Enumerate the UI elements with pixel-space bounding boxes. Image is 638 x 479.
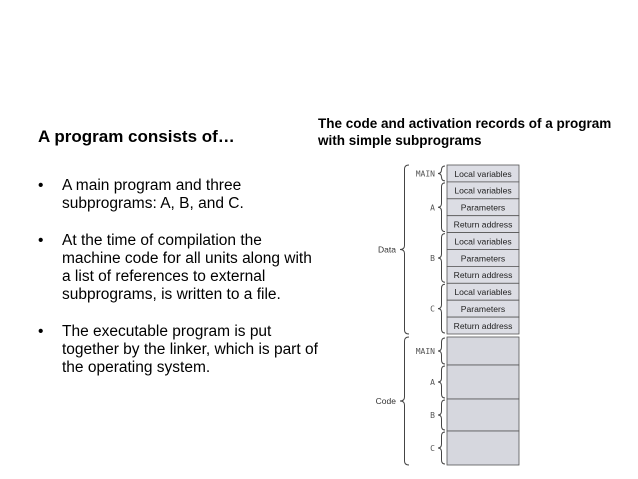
activation-record-cell-label: Local variables	[454, 287, 512, 298]
activation-record-cell-label: Return address	[453, 270, 513, 281]
bullet-text: The executable program is put together by the linker, which is part of the operating system.	[62, 323, 318, 376]
unit-label: A	[430, 378, 435, 387]
code-segment-cell	[447, 365, 519, 399]
unit-label: B	[430, 253, 435, 263]
brace	[438, 400, 445, 430]
activation-record-cell-label: Local variables	[454, 236, 512, 247]
brace	[438, 166, 445, 181]
code-segment-cell	[447, 337, 519, 365]
activation-record-cell-label: Local variables	[454, 185, 512, 196]
brace	[438, 338, 445, 364]
activation-record-cell-label: Parameters	[460, 253, 506, 264]
brace	[400, 337, 409, 465]
bullet-glyph: •	[38, 177, 44, 194]
brace	[438, 432, 445, 464]
unit-label: C	[430, 444, 435, 453]
bullet-glyph: •	[38, 323, 44, 340]
brace	[400, 165, 409, 334]
brace	[438, 234, 445, 283]
code-group-label: Code	[375, 396, 396, 406]
code-segment-cell	[447, 431, 519, 465]
unit-label: C	[430, 304, 435, 314]
unit-label: A	[430, 203, 435, 213]
activation-record-cell-label: Local variables	[454, 168, 512, 179]
activation-record-cell-label: Return address	[453, 320, 513, 331]
unit-label: MAIN	[415, 347, 435, 356]
brace	[438, 284, 445, 333]
slide-heading: A program consists of…	[38, 127, 235, 146]
brace	[438, 183, 445, 232]
data-group-label: Data	[378, 244, 396, 255]
brace	[438, 366, 445, 398]
code-segment-cell	[447, 399, 519, 431]
bullet-text: A main program and three subprograms: A, B, and C.	[62, 177, 244, 212]
figure-caption: The code and activation records of a program with simple subprograms	[318, 116, 612, 148]
bullet-text: At the time of compilation the machine code for all units along with a list of references to external subprograms, is written to a file.	[62, 232, 312, 303]
activation-record-cell-label: Parameters	[460, 202, 506, 213]
activation-record-cell-label: Parameters	[460, 303, 506, 314]
activation-record-cell-label: Return address	[453, 219, 513, 230]
unit-label: B	[430, 411, 435, 420]
bullet-glyph: •	[38, 232, 44, 249]
unit-label: MAIN	[415, 169, 435, 179]
